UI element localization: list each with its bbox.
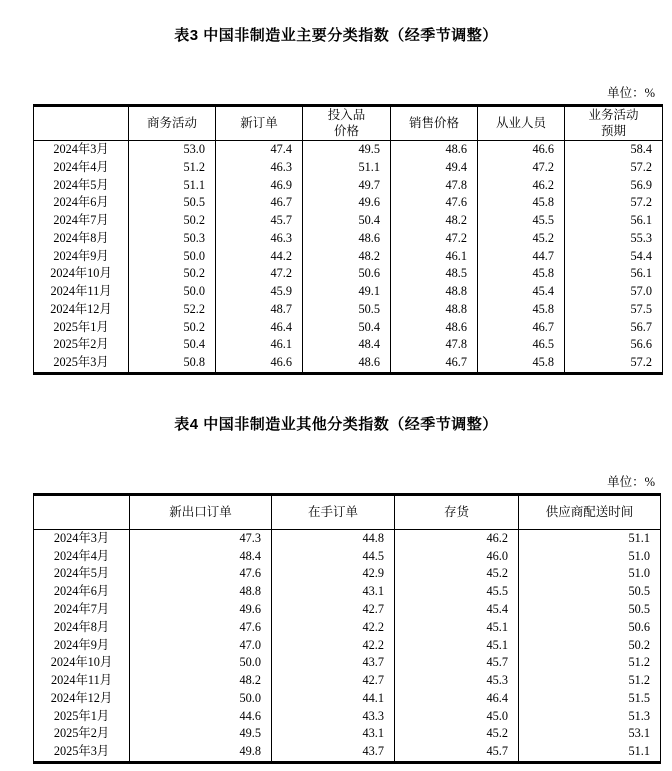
table4 xyxy=(33,493,661,764)
cell-value: 56.1 xyxy=(565,265,663,283)
column-header: 新出口订单 xyxy=(130,494,272,529)
column-header: 供应商配送时间 xyxy=(519,494,661,529)
cell-value: 50.2 xyxy=(129,319,216,337)
cell-value: 53.0 xyxy=(129,141,216,159)
cell-value: 47.6 xyxy=(130,619,272,637)
cell-value: 48.5 xyxy=(391,265,478,283)
cell-value: 46.3 xyxy=(216,159,303,177)
cell-value: 50.2 xyxy=(129,212,216,230)
cell-value: 49.5 xyxy=(130,725,272,743)
column-header: 业务活动 预期 xyxy=(565,106,663,141)
cell-value: 47.0 xyxy=(130,637,272,655)
row-label: 2024年7月 xyxy=(34,212,129,230)
table-row xyxy=(34,601,661,619)
cell-value: 50.5 xyxy=(519,583,661,601)
cell-value: 45.4 xyxy=(395,601,519,619)
column-header: 投入品 价格 xyxy=(303,106,391,141)
cell-value: 50.3 xyxy=(129,230,216,248)
cell-value: 46.3 xyxy=(216,230,303,248)
cell-value: 51.0 xyxy=(519,565,661,583)
cell-value: 47.2 xyxy=(216,265,303,283)
row-label: 2024年3月 xyxy=(34,529,130,547)
table-row xyxy=(34,265,663,283)
cell-value: 49.7 xyxy=(303,177,391,195)
cell-value: 57.2 xyxy=(565,354,663,373)
cell-value: 57.2 xyxy=(565,194,663,212)
row-label: 2024年5月 xyxy=(34,565,130,583)
row-label: 2024年4月 xyxy=(34,159,129,177)
table-row xyxy=(34,301,663,319)
table-row xyxy=(34,212,663,230)
cell-value: 42.2 xyxy=(272,637,395,655)
table-row xyxy=(34,529,661,547)
cell-value: 48.7 xyxy=(216,301,303,319)
cell-value: 45.5 xyxy=(395,583,519,601)
cell-value: 46.1 xyxy=(391,248,478,266)
cell-value: 45.2 xyxy=(395,565,519,583)
cell-value: 44.5 xyxy=(272,548,395,566)
row-label: 2024年5月 xyxy=(34,177,129,195)
cell-value: 45.7 xyxy=(216,212,303,230)
table-row xyxy=(34,654,661,672)
table4-unit-label: 单位：% xyxy=(607,474,655,489)
cell-value: 46.4 xyxy=(216,319,303,337)
cell-value: 44.6 xyxy=(130,708,272,726)
cell-value: 49.8 xyxy=(130,743,272,762)
cell-value: 50.5 xyxy=(519,601,661,619)
cell-value: 45.2 xyxy=(395,725,519,743)
table3-unit-label: 单位：% xyxy=(607,86,655,100)
cell-value: 51.2 xyxy=(129,159,216,177)
cell-value: 47.8 xyxy=(391,177,478,195)
cell-value: 48.6 xyxy=(303,230,391,248)
cell-value: 57.2 xyxy=(565,159,663,177)
table-row xyxy=(34,319,663,337)
cell-value: 45.1 xyxy=(395,637,519,655)
cell-value: 45.7 xyxy=(395,743,519,762)
cell-value: 46.2 xyxy=(395,529,519,547)
cell-value: 54.4 xyxy=(565,248,663,266)
table3 xyxy=(33,104,663,375)
cell-value: 53.1 xyxy=(519,725,661,743)
cell-value: 45.9 xyxy=(216,283,303,301)
row-label: 2024年10月 xyxy=(34,654,130,672)
cell-value: 50.6 xyxy=(303,265,391,283)
cell-value: 44.1 xyxy=(272,690,395,708)
cell-value: 48.8 xyxy=(391,283,478,301)
cell-value: 51.1 xyxy=(519,529,661,547)
cell-value: 48.8 xyxy=(391,301,478,319)
cell-value: 52.2 xyxy=(129,301,216,319)
table-row xyxy=(34,230,663,248)
cell-value: 47.2 xyxy=(391,230,478,248)
cell-value: 51.3 xyxy=(519,708,661,726)
cell-value: 47.4 xyxy=(216,141,303,159)
row-label: 2025年2月 xyxy=(34,725,130,743)
row-label: 2024年6月 xyxy=(34,583,130,601)
cell-value: 44.8 xyxy=(272,529,395,547)
cell-value: 45.4 xyxy=(478,283,565,301)
row-label: 2024年9月 xyxy=(34,637,130,655)
cell-value: 50.4 xyxy=(303,319,391,337)
table-row xyxy=(34,743,661,762)
column-header: 销售价格 xyxy=(391,106,478,141)
cell-value: 48.6 xyxy=(391,141,478,159)
cell-value: 51.0 xyxy=(519,548,661,566)
cell-value: 50.4 xyxy=(303,212,391,230)
cell-value: 46.6 xyxy=(478,141,565,159)
cell-value: 46.9 xyxy=(216,177,303,195)
cell-value: 48.2 xyxy=(303,248,391,266)
cell-value: 49.6 xyxy=(303,194,391,212)
cell-value: 56.9 xyxy=(565,177,663,195)
cell-value: 56.1 xyxy=(565,212,663,230)
cell-value: 50.2 xyxy=(129,265,216,283)
row-label: 2024年12月 xyxy=(34,690,130,708)
cell-value: 50.0 xyxy=(130,690,272,708)
table-row xyxy=(34,708,661,726)
row-label: 2024年6月 xyxy=(34,194,129,212)
cell-value: 45.7 xyxy=(395,654,519,672)
cell-value: 51.1 xyxy=(129,177,216,195)
row-label: 2024年11月 xyxy=(34,672,130,690)
cell-value: 51.1 xyxy=(519,743,661,762)
cell-value: 50.2 xyxy=(519,637,661,655)
row-label: 2024年10月 xyxy=(34,265,129,283)
cell-value: 43.7 xyxy=(272,654,395,672)
row-label: 2025年3月 xyxy=(34,354,129,373)
cell-value: 48.6 xyxy=(391,319,478,337)
table-row xyxy=(34,194,663,212)
table-row xyxy=(34,336,663,354)
cell-value: 45.8 xyxy=(478,194,565,212)
cell-value: 50.5 xyxy=(129,194,216,212)
cell-value: 48.2 xyxy=(130,672,272,690)
table4-section xyxy=(0,375,672,764)
row-label: 2024年3月 xyxy=(34,141,129,159)
cell-value: 46.2 xyxy=(478,177,565,195)
cell-value: 45.8 xyxy=(478,354,565,373)
cell-value: 46.7 xyxy=(391,354,478,373)
table-row xyxy=(34,637,661,655)
table-row xyxy=(34,672,661,690)
row-label: 2024年8月 xyxy=(34,230,129,248)
cell-value: 50.0 xyxy=(129,283,216,301)
cell-value: 51.2 xyxy=(519,654,661,672)
table-row xyxy=(34,548,661,566)
header-row xyxy=(34,106,663,141)
cell-value: 45.2 xyxy=(478,230,565,248)
row-label: 2025年2月 xyxy=(34,336,129,354)
cell-value: 46.0 xyxy=(395,548,519,566)
table3-section xyxy=(0,0,672,375)
cell-value: 48.8 xyxy=(130,583,272,601)
row-label: 2025年1月 xyxy=(34,708,130,726)
cell-value: 43.1 xyxy=(272,583,395,601)
row-label: 2024年11月 xyxy=(34,283,129,301)
column-header: 存货 xyxy=(395,494,519,529)
cell-value: 50.8 xyxy=(129,354,216,373)
cell-value: 48.4 xyxy=(130,548,272,566)
cell-value: 46.4 xyxy=(395,690,519,708)
cell-value: 46.7 xyxy=(216,194,303,212)
cell-value: 56.7 xyxy=(565,319,663,337)
cell-value: 47.2 xyxy=(478,159,565,177)
cell-value: 43.1 xyxy=(272,725,395,743)
cell-value: 46.1 xyxy=(216,336,303,354)
cell-value: 55.3 xyxy=(565,230,663,248)
cell-value: 46.6 xyxy=(216,354,303,373)
cell-value: 45.5 xyxy=(478,212,565,230)
cell-value: 45.3 xyxy=(395,672,519,690)
cell-value: 50.5 xyxy=(303,301,391,319)
table3-title: 表3 中国非制造业主要分类指数（经季节调整） xyxy=(174,27,498,44)
cell-value: 45.0 xyxy=(395,708,519,726)
column-header: 从业人员 xyxy=(478,106,565,141)
table-row xyxy=(34,177,663,195)
cell-value: 50.6 xyxy=(519,619,661,637)
row-label-header xyxy=(34,106,129,141)
cell-value: 45.8 xyxy=(478,265,565,283)
cell-value: 44.2 xyxy=(216,248,303,266)
cell-value: 51.1 xyxy=(303,159,391,177)
cell-value: 51.2 xyxy=(519,672,661,690)
cell-value: 47.3 xyxy=(130,529,272,547)
row-label-header xyxy=(34,494,130,529)
table-row xyxy=(34,690,661,708)
table-row xyxy=(34,248,663,266)
cell-value: 43.3 xyxy=(272,708,395,726)
row-label: 2024年7月 xyxy=(34,601,130,619)
cell-value: 42.7 xyxy=(272,672,395,690)
cell-value: 50.0 xyxy=(129,248,216,266)
header-row xyxy=(34,494,661,529)
row-label: 2024年4月 xyxy=(34,548,130,566)
cell-value: 48.2 xyxy=(391,212,478,230)
cell-value: 46.5 xyxy=(478,336,565,354)
cell-value: 42.7 xyxy=(272,601,395,619)
cell-value: 57.0 xyxy=(565,283,663,301)
cell-value: 49.5 xyxy=(303,141,391,159)
cell-value: 50.0 xyxy=(130,654,272,672)
cell-value: 42.9 xyxy=(272,565,395,583)
column-header: 新订单 xyxy=(216,106,303,141)
row-label: 2024年12月 xyxy=(34,301,129,319)
column-header: 在手订单 xyxy=(272,494,395,529)
cell-value: 42.2 xyxy=(272,619,395,637)
cell-value: 47.6 xyxy=(391,194,478,212)
cell-value: 45.8 xyxy=(478,301,565,319)
cell-value: 48.4 xyxy=(303,336,391,354)
table-row xyxy=(34,619,661,637)
row-label: 2025年1月 xyxy=(34,319,129,337)
cell-value: 57.5 xyxy=(565,301,663,319)
table-row xyxy=(34,159,663,177)
cell-value: 47.8 xyxy=(391,336,478,354)
cell-value: 44.7 xyxy=(478,248,565,266)
cell-value: 49.6 xyxy=(130,601,272,619)
row-label: 2024年8月 xyxy=(34,619,130,637)
table-row xyxy=(34,725,661,743)
table-row xyxy=(34,354,663,373)
cell-value: 45.1 xyxy=(395,619,519,637)
table-row xyxy=(34,141,663,159)
column-header: 商务活动 xyxy=(129,106,216,141)
cell-value: 56.6 xyxy=(565,336,663,354)
table-row xyxy=(34,583,661,601)
row-label: 2025年3月 xyxy=(34,743,130,762)
cell-value: 47.6 xyxy=(130,565,272,583)
table4-title: 表4 中国非制造业其他分类指数（经季节调整） xyxy=(174,415,498,433)
table-row xyxy=(34,565,661,583)
cell-value: 49.4 xyxy=(391,159,478,177)
cell-value: 46.7 xyxy=(478,319,565,337)
cell-value: 58.4 xyxy=(565,141,663,159)
cell-value: 43.7 xyxy=(272,743,395,762)
cell-value: 48.6 xyxy=(303,354,391,373)
table-row xyxy=(34,283,663,301)
row-label: 2024年9月 xyxy=(34,248,129,266)
cell-value: 49.1 xyxy=(303,283,391,301)
cell-value: 51.5 xyxy=(519,690,661,708)
cell-value: 50.4 xyxy=(129,336,216,354)
